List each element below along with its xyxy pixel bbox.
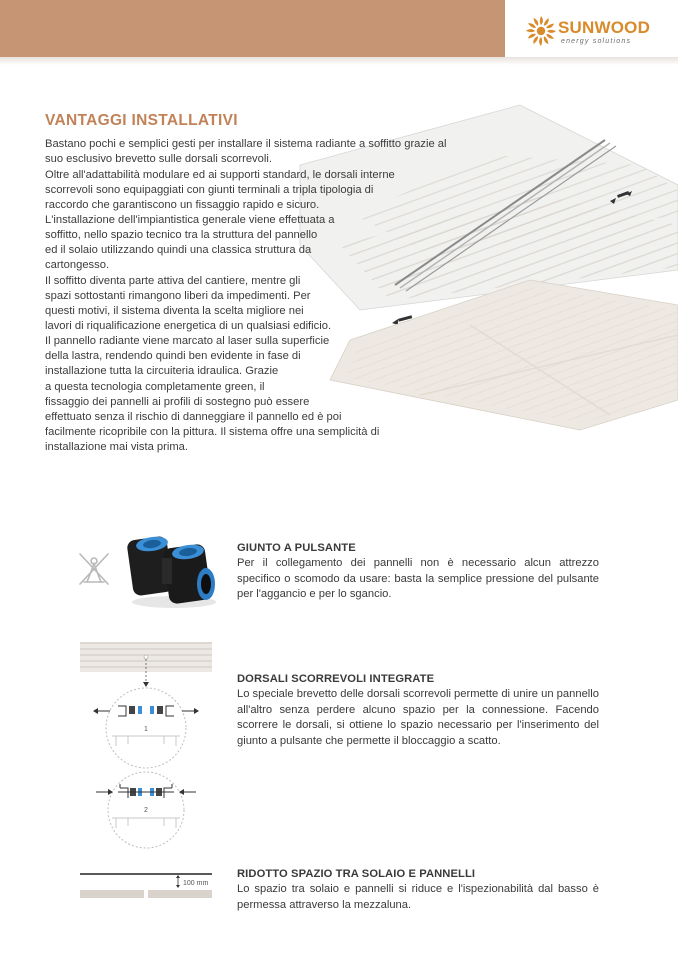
intro-line: spazi sottostanti rimangono liberi da impedimenti. Per bbox=[45, 290, 311, 302]
intro-line: installazione mai vista prima. bbox=[45, 441, 189, 453]
intro-line: scorrevoli sono equipaggiati con giunti terminali a tripla tipologia di bbox=[45, 184, 374, 196]
brand-tagline: energy solutions bbox=[561, 38, 632, 45]
feature-body-push-joint: Per il collegamento dei pannelli non è necessario alcun attrezzo specifico o scomodo da usare: basta la semplice pressione del pulsante per l'aggancio e per lo sgancio. bbox=[237, 557, 599, 600]
step-2-label: 2 bbox=[144, 807, 148, 814]
intro-line: della lastra, rendendo quindi ben evidente in fase di bbox=[45, 350, 301, 362]
intro-line: soffitto, nello spazio tecnico tra la struttura del pannello bbox=[45, 229, 318, 241]
no-tools-icon bbox=[78, 552, 110, 586]
intro-line: questi motivi, il sistema diventa la scelta migliore nei bbox=[45, 305, 304, 317]
intro-line: Il pannello radiante viene marcato al laser sulla superficie bbox=[45, 335, 330, 347]
intro-line: a questa tecnologia completamente green, il bbox=[45, 381, 265, 393]
push-button-joint-image bbox=[122, 528, 222, 610]
feature-title-sliding-rails: DORSALI SCORREVOLI INTEGRATE bbox=[237, 673, 435, 685]
sliding-rails-diagram bbox=[78, 640, 214, 850]
intro-line: raccordo che garantiscono un fissaggio rapido e sicuro. bbox=[45, 199, 320, 211]
gap-label: 100 mm bbox=[183, 880, 209, 887]
header-band bbox=[0, 0, 505, 57]
feature-title-reduced-space: RIDOTTO SPAZIO TRA SOLAIO E PANNELLI bbox=[237, 868, 476, 880]
intro-line: Bastano pochi e semplici gesti per installare il sistema radiante a soffitto grazie al bbox=[45, 138, 447, 150]
intro-line: ed il solaio utilizzando quindi una classica struttura da bbox=[45, 244, 312, 256]
intro-line: L'installazione dell'impiantistica generale viene effettuata a bbox=[45, 214, 335, 226]
intro-line: installazione tutta la circuiteria idraulica. Grazie bbox=[45, 365, 279, 377]
header-shadow bbox=[0, 57, 678, 65]
feature-title-push-joint: GIUNTO A PULSANTE bbox=[237, 542, 356, 554]
intro-line: suo esclusivo brevetto sulle dorsali scorrevoli. bbox=[45, 153, 272, 165]
intro-line: facilmente ricopribile con la pittura. Il sistema offre una semplicità di bbox=[45, 426, 380, 438]
intro-line: cartongesso. bbox=[45, 259, 110, 271]
intro-line: lavori di riqualificazione energetica di un qualsiasi edificio. bbox=[45, 320, 332, 332]
intro-line: Oltre all'adattabilità modulare ed ai supporti standard, le dorsali interne bbox=[45, 169, 395, 181]
brand-name: SUNWOOD bbox=[558, 18, 651, 37]
intro-line: Il soffitto diventa parte attiva del cantiere, mentre gli bbox=[45, 275, 301, 287]
section-title: VANTAGGI INSTALLATIVI bbox=[45, 112, 238, 129]
sun-icon bbox=[526, 14, 556, 48]
intro-line: effettuato senza il rischio di danneggiare il pannello ed è poi bbox=[45, 411, 342, 423]
intro-line: fissaggio dei pannelli ai profili di sostegno può essere bbox=[45, 396, 310, 408]
sunwood-logo bbox=[526, 14, 666, 50]
step-1-label: 1 bbox=[144, 726, 148, 733]
reduced-space-diagram bbox=[78, 870, 214, 902]
feature-body-reduced-space: Lo spazio tra solaio e pannelli si riduce e l'ispezionabilità dal basso è permessa attraverso la mezzaluna. bbox=[237, 883, 599, 911]
feature-body-sliding-rails: Lo speciale brevetto delle dorsali scorrevoli permette di unire un pannello all'altro senza perdere alcuno spazio per la connessione. Facendo scorrere le dorsali, si ottiene lo spazio necessario per l'inserimento del giunto a pulsante che permette il bloccaggio a scatto. bbox=[237, 688, 599, 747]
